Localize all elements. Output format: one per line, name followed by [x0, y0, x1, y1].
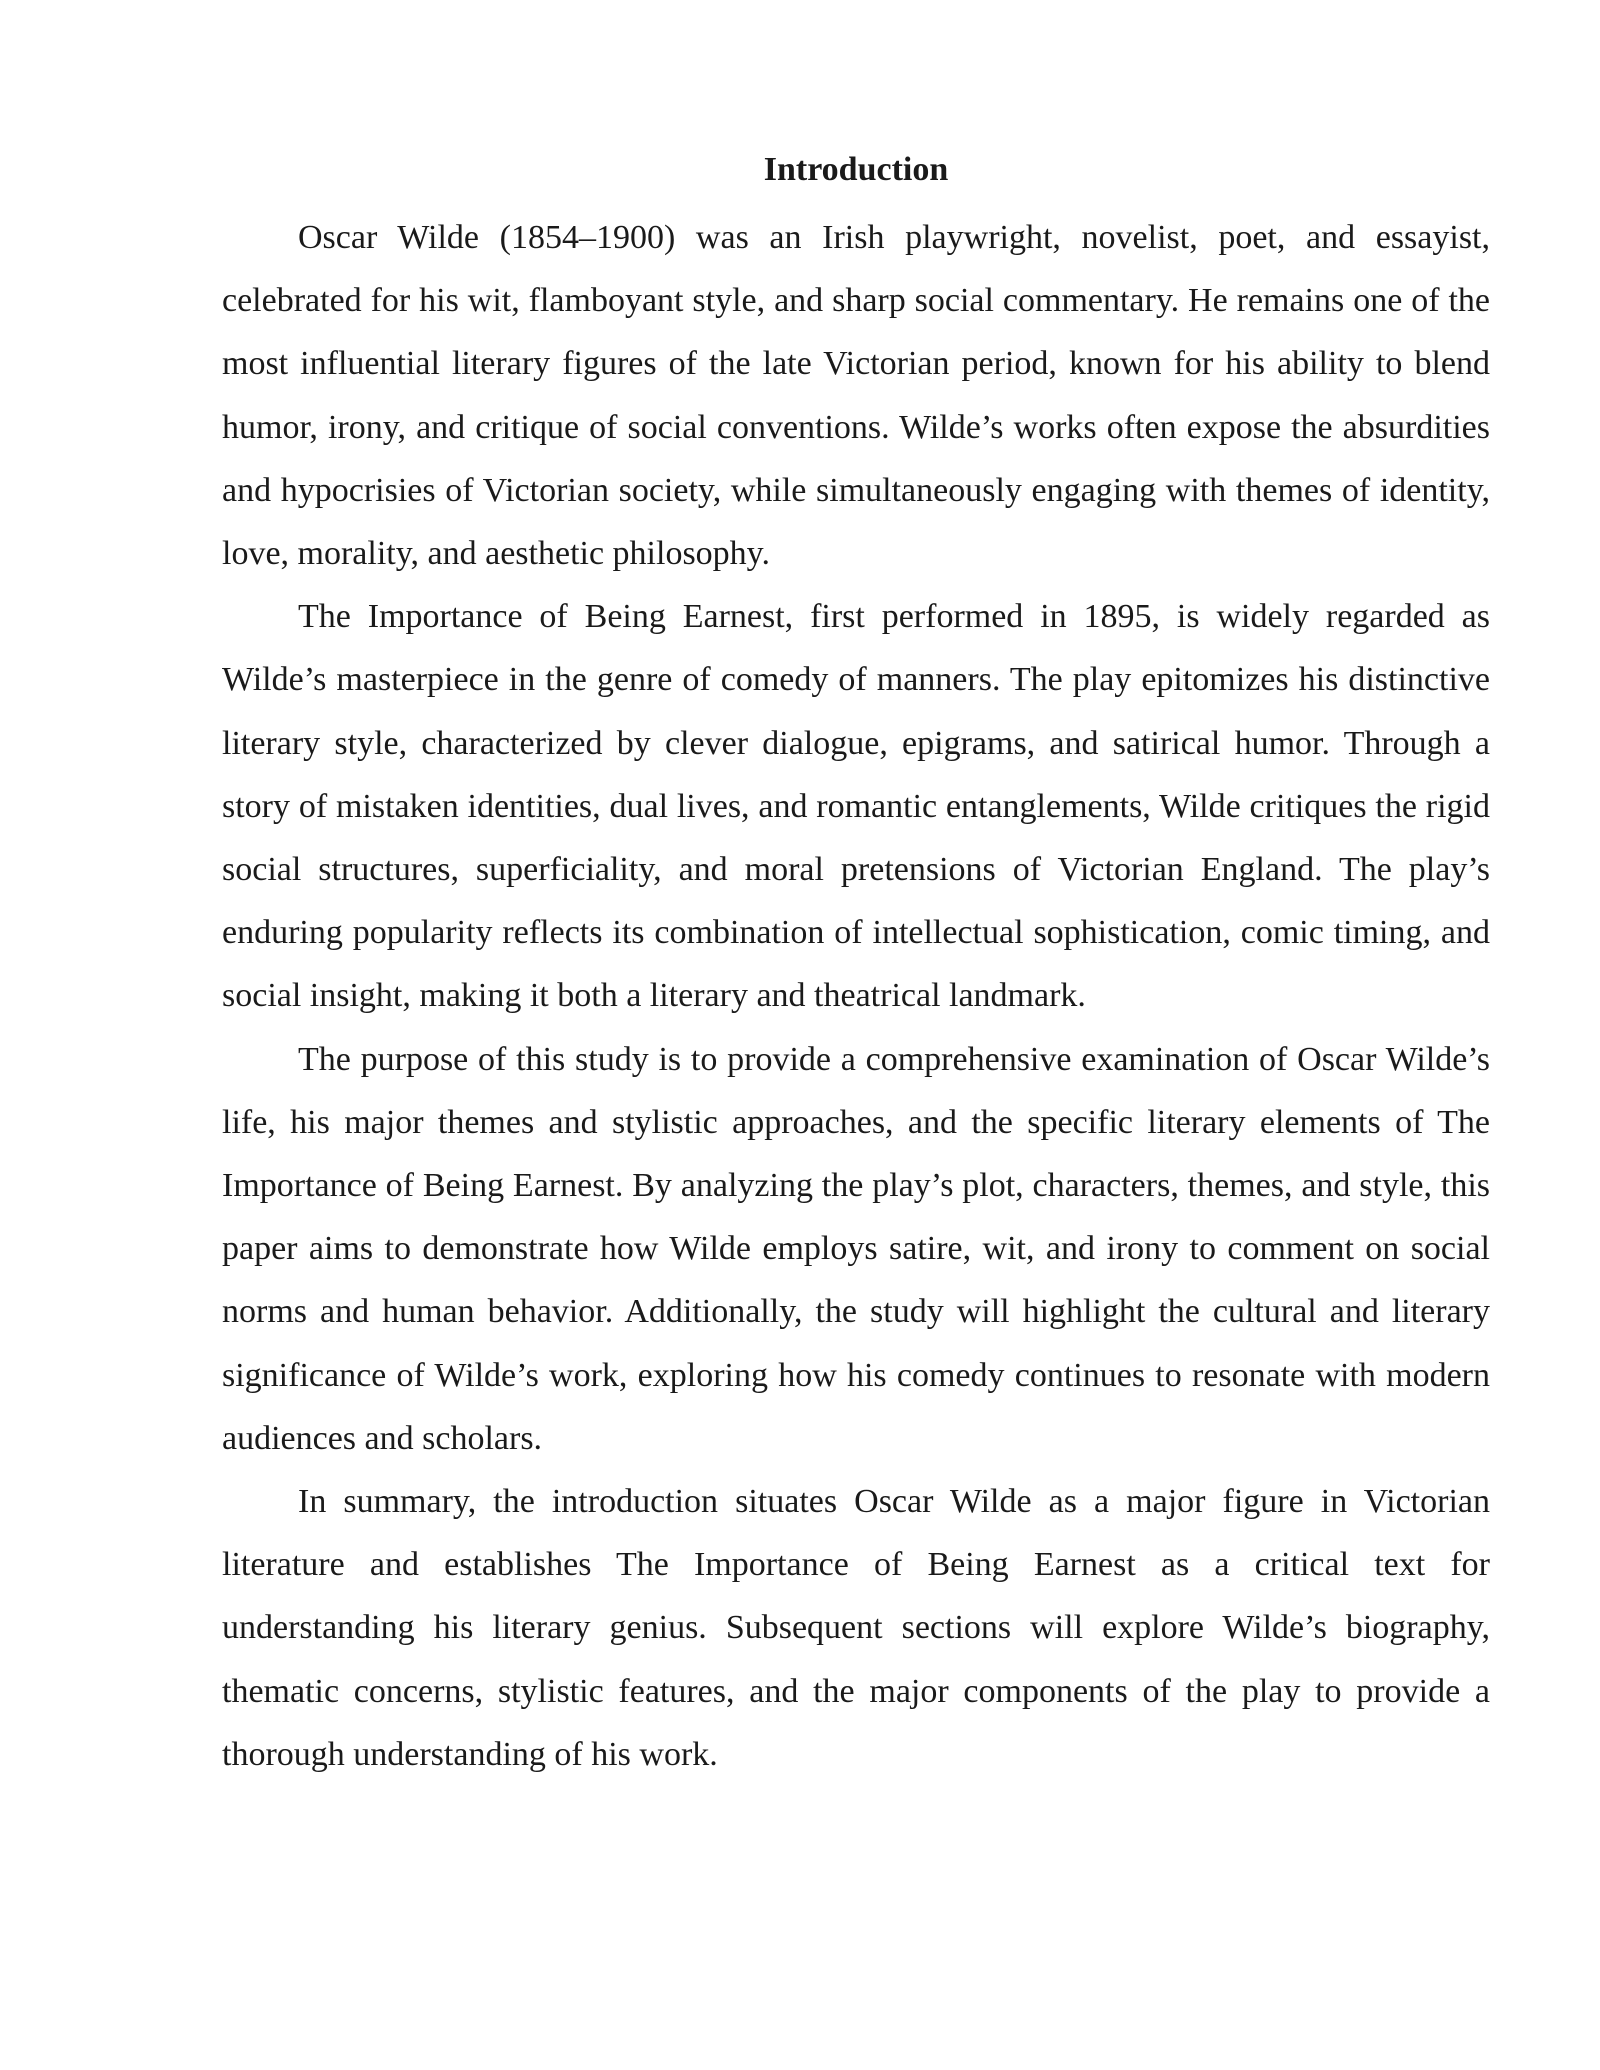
paragraph-2: The Importance of Being Earnest, first performed in 1895, is widely regarded as Wilde’s masterpiece in the genre of comedy of manners. The play epitomizes his distinctive literary style, characterized by clever dialogue, epigrams, and satirical humor. Through a story of mistaken identities, dual lives, and romantic entanglements, Wilde critiques the rigid social structures, superficiality, and moral pretensions of Victorian England. The play’s enduring popularity reflects its combination of intellectual sophistication, comic timing, and social insight, making it both a literary and theatrical landmark. [222, 598, 1490, 1015]
paragraph-4: In summary, the introduction situates Oscar Wilde as a major figure in Victorian literature and establishes The Importance of Being Earnest as a critical text for understanding his literary genius. Subsequent sections will explore Wilde’s biography, thematic concerns, stylistic features, and the major components of the play to provide a thorough understanding of his work. [222, 1483, 1490, 1773]
paragraph-3: The purpose of this study is to provide a comprehensive examination of Oscar Wilde’s life, his major themes and stylistic approaches, and the specific literary elements of The Importance of Being Earnest. By analyzing the play’s plot, characters, themes, and style, this paper aims to demonstrate how Wilde employs satire, wit, and irony to comment on social norms and human behavior. Additionally, the study will highlight the cultural and literary significance of Wilde’s work, exploring how his comedy continues to resonate with modern audiences and scholars. [222, 1040, 1490, 1457]
document-body [222, 146, 1490, 1786]
section-heading: Introduction [763, 151, 949, 188]
paragraph-1: Oscar Wilde (1854–1900) was an Irish playwright, novelist, poet, and essayist, celebrated for his wit, flamboyant style, and sharp social commentary. He remains one of the most influential literary figures of the late Victorian period, known for his ability to blend humor, irony, and critique of social conventions. Wilde’s works often expose the absurdities and hypocrisies of Victorian society, while simultaneously engaging with themes of identity, love, morality, and aesthetic philosophy. [222, 219, 1490, 573]
